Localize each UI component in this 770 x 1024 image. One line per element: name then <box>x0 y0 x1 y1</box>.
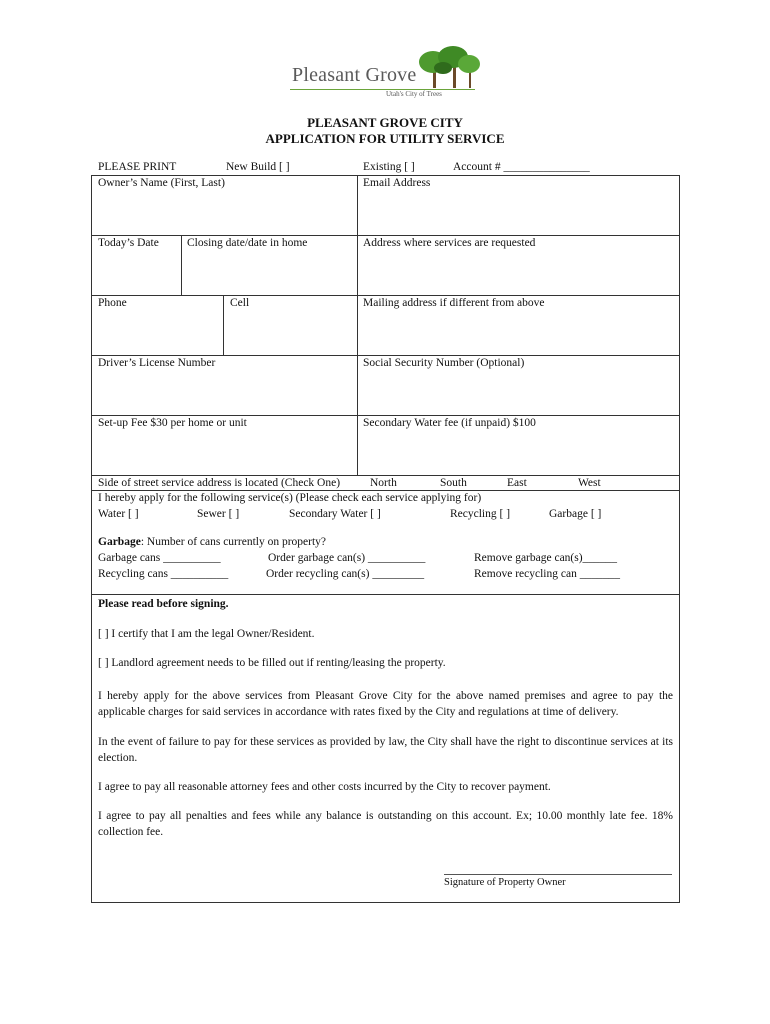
secondary-water-fee-label: Secondary Water fee (if unpaid) $100 <box>363 417 536 429</box>
signature-line[interactable] <box>444 874 672 875</box>
logo-tagline: Utah's City of Trees <box>386 90 442 98</box>
street-side-label: Side of street service address is located (Check One) <box>98 477 341 489</box>
terms-failure-paragraph: In the event of failure to pay for these services as provided by law, the City shall have the right to discontinue services at its election. <box>98 736 673 764</box>
garbage-heading: Garbage: Number of cans currently on property? <box>98 536 327 548</box>
tree-logo-icon <box>413 46 483 90</box>
sewer-checkbox[interactable]: Sewer [ ] <box>197 508 240 520</box>
phone-field[interactable]: Phone <box>98 297 127 309</box>
services-intro: I hereby apply for the following service(s) (Please check each service applying for) <box>98 492 482 504</box>
city-logo <box>288 46 488 104</box>
order-recycling-field[interactable]: Order recycling can(s) _________ <box>266 568 425 580</box>
form-subtitle: APPLICATION FOR UTILITY SERVICE <box>265 131 505 146</box>
street-side-north[interactable]: North <box>370 477 397 489</box>
please-print-label: PLEASE PRINT <box>98 161 177 173</box>
street-side-east[interactable]: East <box>507 477 527 489</box>
order-garbage-field[interactable]: Order garbage can(s) __________ <box>268 552 426 564</box>
existing-checkbox[interactable]: Existing [ ] <box>363 161 415 173</box>
service-address-field[interactable]: Address where services are requested <box>363 237 536 249</box>
remove-recycling-field[interactable]: Remove recycling can _______ <box>474 568 620 580</box>
garbage-checkbox[interactable]: Garbage [ ] <box>549 508 602 520</box>
remove-garbage-field[interactable]: Remove garbage can(s)______ <box>474 552 618 564</box>
mailing-address-field[interactable]: Mailing address if different from above <box>363 297 545 309</box>
recycling-checkbox[interactable]: Recycling [ ] <box>450 508 511 520</box>
new-build-checkbox[interactable]: New Build [ ] <box>226 161 290 173</box>
street-side-west[interactable]: West <box>578 477 601 489</box>
drivers-license-field[interactable]: Driver’s License Number <box>98 357 216 369</box>
owner-certify-checkbox[interactable]: [ ] I certify that I am the legal Owner/Resident. <box>98 628 315 640</box>
form-title: PLEASANT GROVE CITY <box>307 115 463 130</box>
cell-field[interactable]: Cell <box>230 297 250 309</box>
street-side-south[interactable]: South <box>440 477 467 489</box>
account-number-field[interactable]: Account # _______________ <box>453 161 590 173</box>
terms-penalties-paragraph: I agree to pay all penalties and fees while any balance is outstanding on this account. Ex; 10.00 monthly late fee. 18% collection fee. <box>98 810 673 838</box>
owner-name-field[interactable]: Owner’s Name (First, Last) <box>98 177 225 189</box>
terms-heading: Please read before signing. <box>98 598 229 610</box>
todays-date-field[interactable]: Today’s Date <box>98 237 159 249</box>
secondary-water-checkbox[interactable]: Secondary Water [ ] <box>289 508 381 520</box>
closing-date-field[interactable]: Closing date/date in home <box>187 237 308 249</box>
logo-underline <box>290 89 475 90</box>
water-checkbox[interactable]: Water [ ] <box>98 508 139 520</box>
garbage-cans-field[interactable]: Garbage cans __________ <box>98 552 221 564</box>
setup-fee-label: Set-up Fee $30 per home or unit <box>98 417 247 429</box>
logo-name: Pleasant Grove <box>292 64 417 86</box>
email-field[interactable]: Email Address <box>363 177 431 189</box>
signature-label: Signature of Property Owner <box>444 877 566 888</box>
landlord-checkbox[interactable]: [ ] Landlord agreement needs to be filled out if renting/leasing the property. <box>98 657 446 669</box>
recycling-cans-field[interactable]: Recycling cans __________ <box>98 568 229 580</box>
terms-attorney-paragraph: I agree to pay all reasonable attorney fees and other costs incurred by the City to recover payment. <box>98 781 551 793</box>
terms-apply-paragraph: I hereby apply for the above services from Pleasant Grove City for the above named premises and agree to pay the applicable charges for said services in accordance with rates fixed by the City and regulations at time of delivery. <box>98 690 673 718</box>
ssn-field[interactable]: Social Security Number (Optional) <box>363 357 525 369</box>
